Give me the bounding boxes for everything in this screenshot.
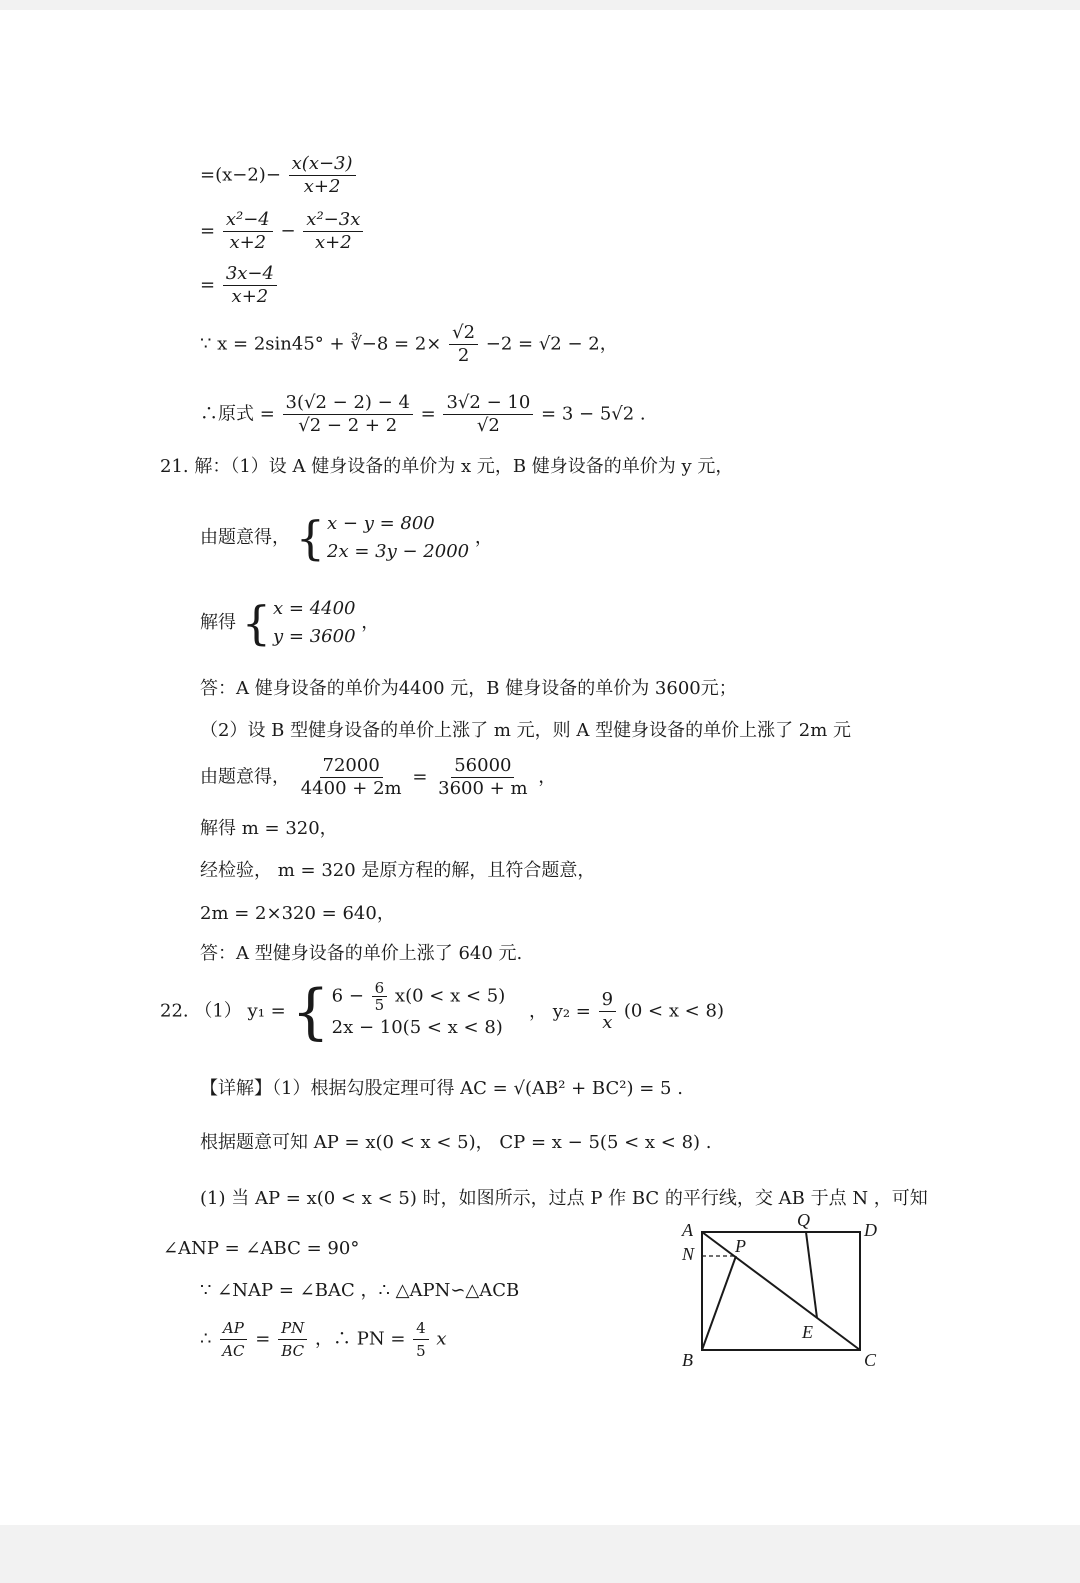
numerator: 72000 [320,755,383,778]
fraction [298,755,405,800]
denominator: √2 − 2 + 2 [298,415,398,436]
fraction [599,989,616,1034]
piece-row: 2x − 10(5 < x < 8) [331,1017,503,1038]
label-b: B [682,1350,693,1368]
equation-row: x − y = 800 [327,513,435,534]
lead-text: 解得 [200,612,236,633]
lead-text: 由题意得， [200,766,290,788]
ratio-line [200,1317,447,1362]
equals-sign: = [255,1328,271,1350]
expr-text: ，∴ PN = [315,1328,406,1350]
q21-answer-2: 答：A 型健身设备的单价上涨了 640 元. [200,943,523,964]
equation-row: 2x = 3y − 2000 [327,541,470,562]
denominator: 2 [457,345,470,366]
punct: ， [538,766,557,788]
numerator: 56000 [451,755,514,778]
detail-line-2: 根据题意可知 AP = x(0 < x < 5)， CP = x − 5(5 < x < 8) . [200,1132,712,1153]
numerator: 3x−4 [223,263,277,286]
label-d: D [864,1220,877,1240]
equals-sign: = [420,403,436,425]
q21-part-2: （2）设 B 型健身设备的单价上涨了 m 元，则 A 型健身设备的单价上涨了 2m 元 [200,720,852,741]
numerator: 3√2 − 10 [443,392,533,415]
numerator: x²−3x [303,209,363,232]
denominator: x+2 [314,232,352,253]
label-e: E [802,1322,813,1342]
denominator: x+2 [229,232,267,253]
equals-sign: = [412,766,428,788]
geometry-figure [672,1208,892,1368]
solution-row: x = 4400 [273,598,356,619]
numerator: x(x−3) [289,153,356,176]
q22-functions [160,976,724,1047]
fraction [443,392,533,437]
case1-line: (1) 当 AP = x(0 < x < 5) 时，如图所示，过点 P 作 BC 的平行线，交 AB 于点 N ，可知 [200,1188,928,1209]
fraction [435,755,530,800]
expr-text: ∴原式 = [200,403,275,425]
document-page [0,10,1080,1525]
numerator: 9 [599,989,616,1012]
label-n: N [682,1244,695,1264]
brace-icon: { [295,511,326,565]
q21-calc: 2m = 2×320 = 640， [200,903,395,924]
equals-sign: = [200,274,216,296]
numerator: √2 [449,322,478,345]
q21-solution [200,595,379,651]
q21-system [200,510,493,566]
piece-row: 6 − $\frac{6}{5}$ x(0 < x < 5) [331,979,506,1014]
segment-qe [806,1232,817,1318]
denominator: x+2 [303,176,341,197]
fraction: $\frac{4}{5}$ [413,1317,429,1362]
diagonal-ac [702,1232,860,1350]
denominator: 4400 + 2m [300,778,402,799]
q21-solve-m: 解得 m = 320， [200,818,338,839]
equation-system [296,510,469,566]
expr-text: =(x−2)− [200,164,281,186]
similar-line: ∵ ∠NAP = ∠BAC ，∴ △APN∽△ACB [200,1280,520,1301]
solution-system [242,595,356,651]
fraction [283,392,413,437]
lead-text: ， y₂ = [528,1000,591,1022]
angle-line: ∠ANP = ∠ABC = 90° [163,1238,360,1259]
denominator: x+2 [231,286,269,307]
label-p: P [735,1236,746,1256]
step-line-4 [200,322,618,367]
brace-icon: { [291,976,330,1047]
lead-text: 由题意得， [200,527,290,548]
denominator: x [602,1012,613,1033]
q21-equation [200,755,556,800]
punct: ， [474,527,493,548]
label-q: Q [797,1210,810,1230]
numerator: x²−4 [223,209,273,232]
expr-text: −2 = √2 − 2， [485,333,618,355]
punct: ， [361,612,380,633]
brace-icon: { [241,596,272,650]
expr-text: ∵ x = 2sin45° + ∛−8 = 2× [200,333,442,355]
range-text: (0 < x < 8) [623,1000,724,1022]
numerator: 3(√2 − 2) − 4 [283,392,413,415]
segment-bp [702,1256,736,1350]
label-c: C [864,1350,877,1368]
equals-sign: = [200,220,216,242]
q21-header: 21. 解：（1）设 A 健身设备的单价为 x 元，B 健身设备的单价为 y 元， [160,456,734,477]
detail-line: 【详解】（1）根据勾股定理可得 AC = √(AB² + BC²) = 5 . [200,1078,683,1099]
fraction [449,322,478,367]
q21-check: 经检验， m = 320 是原方程的解，且符合题意， [200,860,596,881]
fraction [223,263,277,308]
fraction [223,209,273,254]
label-a: A [682,1220,693,1240]
denominator: 3600 + m [438,778,528,799]
expr-text: = 3 − 5√2 . [541,403,646,425]
minus-sign: − [280,220,296,242]
piecewise-function [291,976,506,1047]
step-line-3 [200,263,279,308]
q21-answer-1: 答：A 健身设备的单价为4400 元，B 健身设备的单价为 3600元； [200,678,737,699]
fraction: $\frac{AP}{AC}$ [219,1317,247,1362]
fraction: $\frac{PN}{BC}$ [278,1317,307,1362]
fraction [289,153,356,198]
lead-text: 22. （1） y₁ = [160,1000,286,1022]
step-line-5 [200,392,646,437]
denominator: √2 [476,415,500,436]
lead-text: ∴ [200,1328,212,1350]
step-line-2 [200,209,365,254]
expr-text: x [436,1328,447,1350]
fraction [303,209,363,254]
solution-row: y = 3600 [273,626,356,647]
step-line-1 [200,153,358,198]
